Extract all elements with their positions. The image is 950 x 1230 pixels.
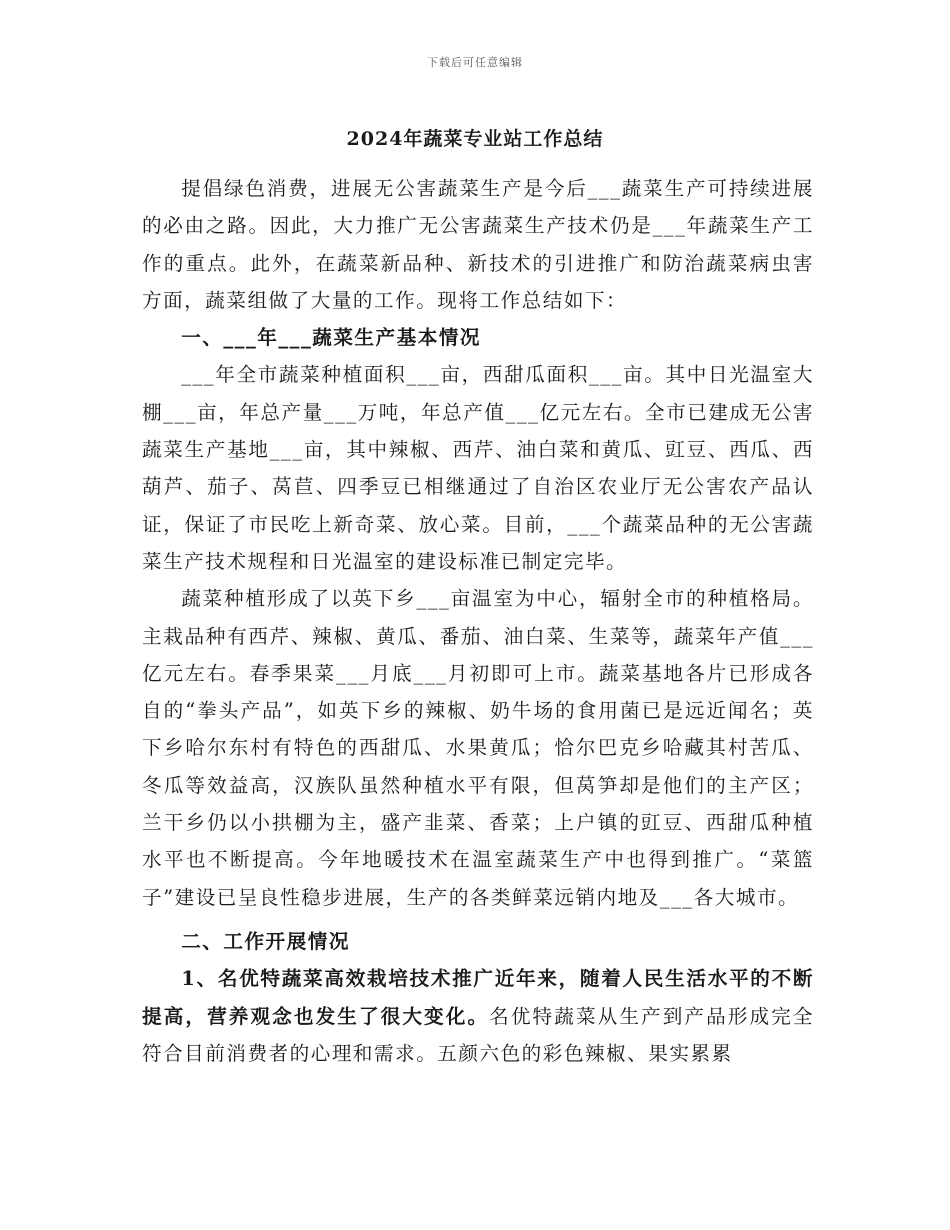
section2-heading: 二、工作开展情况 xyxy=(181,929,350,953)
section2-item1-lead: 1、名优特蔬菜高效栽培技术推广近年来，随着人民生活水平的不断提高，营养观念也发生了很大变化。 xyxy=(142,967,814,1028)
header-note: 下载后可任意编辑 xyxy=(427,56,523,69)
section2-item1-text: 名优特蔬菜从生产到产品形成完全符合目前消费者的心理和需求。五颜六色的彩色辣椒、果实累累 xyxy=(142,1004,815,1065)
section1-paragraph-1: ___年全市蔬菜种植面积___亩，西甜瓜面积___亩。其中日光温室大棚___亩，年总产量___万吨，年总产值___亿元左右。全市已建成无公害蔬菜生产基地___亩，其中辣椒、西芹、油白菜和黄瓜、豇豆、西瓜、西葫芦、茄子、莴苣、四季豆已相继通过了自治区农业厅无公害农产品认证，保证了市民吃上新奇菜、放心菜。目前，___个蔬菜品种的无公害蔬菜生产技术规程和日光温室的建设标准已制定完毕。 xyxy=(142,363,814,573)
document-title: 2024年蔬菜专业站工作总结 xyxy=(346,128,604,150)
intro-paragraph: 提倡绿色消费，进展无公害蔬菜生产是今后___蔬菜生产可持续进展的必由之路。因此，大力推广无公害蔬菜生产技术仍是___年蔬菜生产工作的重点。此外，在蔬菜新品种、新技术的引进推广和防治蔬菜病虫害方面，蔬菜组做了大量的工作。现将工作总结如下： xyxy=(142,177,814,312)
section1-paragraph-2: 蔬菜种植形成了以英下乡___亩温室为中心，辐射全市的种植格局。主栽品种有西芹、辣椒、黄瓜、番茄、油白菜、生菜等，蔬菜年产值___亿元左右。春季果菜___月底___月初即可上市。蔬菜基地各片已形成各自的“拳头产品”，如英下乡的辣椒、奶牛场的食用菌已是远近闻名；英下乡哈尔东村有特色的西甜瓜、水果黄瓜；恰尔巴克乡哈藏其村苦瓜、冬瓜等效益高，汉族队虽然种植水平有限，但莴笋却是他们的主产区；兰干乡仍以小拱棚为主，盛产韭菜、香菜；上户镇的豇豆、西甜瓜种植水平也不断提高。今年地暖技术在温室蔬菜生产中也得到推广。“菜篮子”建设已呈良性稳步进展，生产的各类鲜菜远销内地及___各大城市。 xyxy=(142,587,814,909)
document-body xyxy=(142,170,814,1072)
section2-item1-paragraph xyxy=(142,960,814,1072)
section1-heading: 一、___年___蔬菜生产基本情况 xyxy=(181,326,481,350)
